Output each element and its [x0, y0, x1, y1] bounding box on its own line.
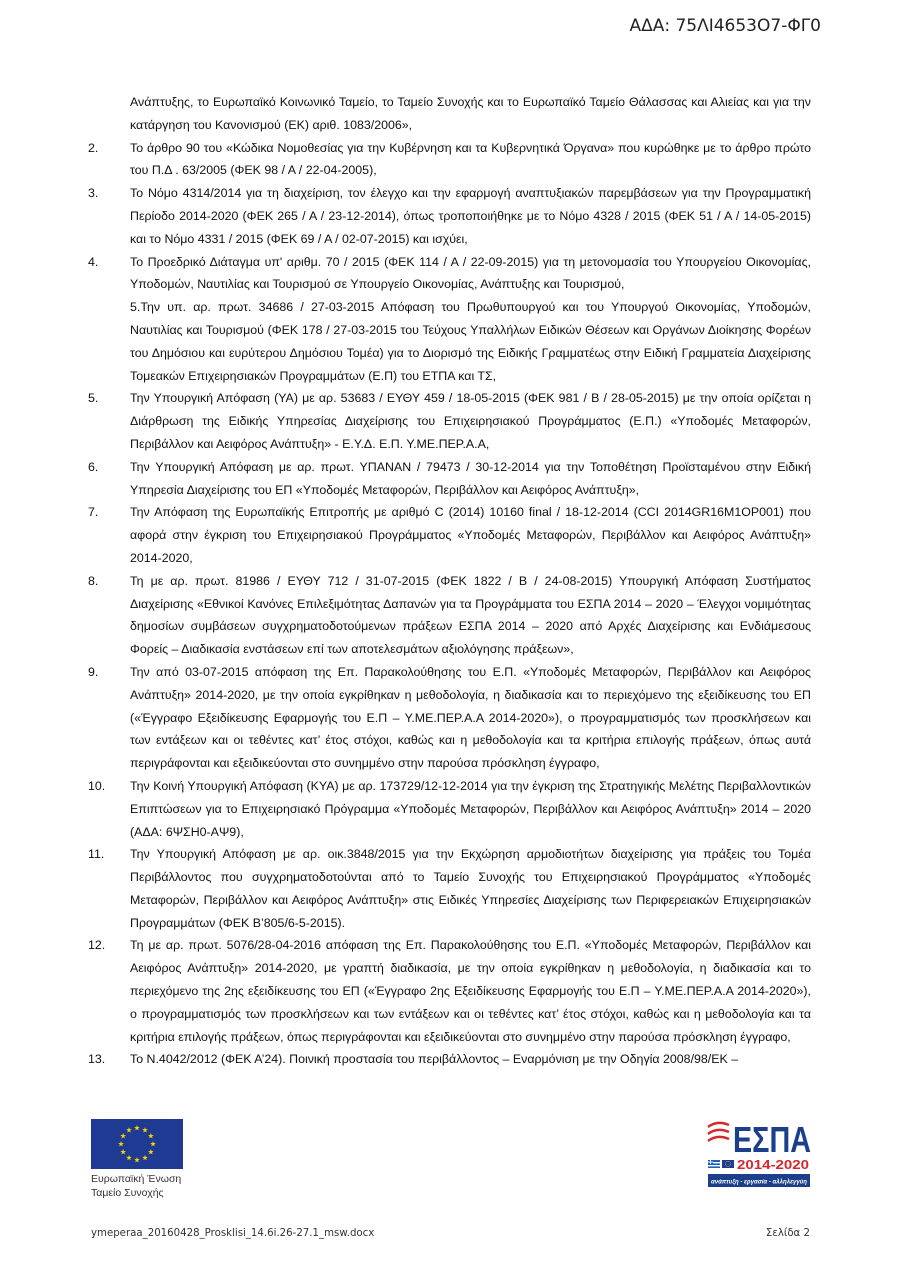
list-item-number: 5.	[88, 391, 99, 406]
list-item-number: 7.	[88, 505, 99, 520]
espa-swoosh-icon	[708, 1123, 729, 1141]
list-item	[88, 387, 811, 455]
list-item-number: 3.	[88, 186, 99, 201]
ada-code: ΑΔΑ: 75ΛΙ4653Ο7-ΦΓ0	[629, 16, 821, 36]
list-item-text: Το Νόμο 4314/2014 για τη διαχείριση, τον έλεγχο και την εφαρμογή αναπτυξιακών παρεμβάσεων για την Προγραμματική Περίοδο 2014-2020 (ΦΕΚ 265 / Α / 23-12-2014), όπως τροποποιήθηκε με το Νόμο 4328 / 2015 (ΦΕΚ 51 / Α / 14-05-2015) και το Νόμο 4331 / 2015 (ΦΕΚ 69 / Α / 02-07-2015) και ισχύει,	[130, 186, 811, 246]
eu-caption-line-1: Ευρωπαϊκή Ένωση	[91, 1173, 182, 1185]
list-item	[88, 1048, 811, 1071]
list-item	[88, 570, 811, 661]
espa-title: ΕΣΠΑ	[733, 1119, 811, 1160]
eu-caption-line-2: Ταμείο Συνοχής	[91, 1187, 164, 1199]
intro-text: Ανάπτυξης, το Ευρωπαϊκό Κοινωνικό Ταμείο, το Ταμείο Συνοχής και το Ευρωπαϊκό Ταμείο Θάλασσας και Αλιείας και για την κατάργηση του Κανονισμού (ΕΚ) αριθ. 1083/2006»,	[130, 95, 811, 132]
footer-filename: ymeperaa_20160428_Prosklisi_14.6i.26-27.1_msw.docx	[91, 1228, 375, 1239]
eu-small-flag-icon	[722, 1160, 734, 1168]
list-item-continuation	[88, 296, 811, 387]
list-item-text: Το Προεδρικό Διάταγμα υπ' αριθμ. 70 / 2015 (ΦΕΚ 114 / Α / 22-09-2015) για τη μετονομασία του Υπουργείου Οικονομίας, Υποδομών, Ναυτιλίας και Τουρισμού σε Υπουργείο Οικονομίας, Ανάπτυξης και Τουρισμού,	[130, 254, 811, 292]
list-item-number: 2.	[88, 140, 99, 155]
list-item-number: 4.	[88, 254, 99, 269]
espa-logo	[705, 1118, 819, 1190]
list-item	[88, 182, 811, 250]
list-item-text: Την Υπουργική Απόφαση με αρ. οικ.3848/2015 για την Εκχώρηση αρμοδιοτήτων διαχείρισης για πράξεις του Τομέα Περιβάλλοντος που συγχρηματοδοτούνται από το Ταμείο Συνοχής του Επιχειρησιακού Προγράμματος «Υποδομές Μεταφορών, Περιβάλλον και Αειφόρος Ανάπτυξη» στις Ειδικές Υπηρεσίες Διαχείρισης των Περιφερειακών Επιχειρησιακών Προγραμμάτων (ΦΕΚ Β’805/6-5-2015).	[130, 847, 811, 930]
footer-page-number: Σελίδα 2	[765, 1228, 810, 1239]
numbered-list	[88, 137, 811, 1072]
list-item-number: 13.	[88, 1052, 106, 1067]
list-item	[88, 934, 811, 1048]
list-item-number: 8.	[88, 573, 99, 588]
espa-years: 2014-2020	[737, 1157, 809, 1172]
intro-paragraph	[88, 91, 811, 137]
espa-slogan: ανάπτυξη - εργασία - αλληλεγγύη	[711, 1178, 819, 1186]
list-item-text: Την Κοινή Υπουργική Απόφαση (ΚΥΑ) με αρ. 173729/12-12-2014 για την έγκριση της Στρατηγικής Μελέτης Περιβαλλοντικών Επιπτώσεων για το Επιχειρησιακό Πρόγραμμα «Υποδομές Μεταφορών, Περιβάλλον και Αειφόρος Ανάπτυξη» 2014 – 2020 (ΑΔΑ: 6ΨΣΗ0-ΑΨ9),	[130, 778, 811, 839]
list-item-text: Το Ν.4042/2012 (ΦΕΚ Α’24). Ποινική προστασία του περιβάλλοντος – Εναρμόνιση με την Οδηγία 2008/98/ΕΚ –	[130, 1052, 739, 1067]
list-item	[88, 843, 811, 934]
list-item-number: 11.	[88, 847, 105, 862]
list-item	[88, 775, 811, 843]
list-item-number: 12.	[88, 938, 106, 953]
greek-flag-icon	[708, 1160, 720, 1168]
eu-caption	[91, 1172, 181, 1200]
list-item-text: Την Απόφαση της Ευρωπαϊκής Επιτροπής με αριθμό C (2014) 10160 final / 18-12-2014 (CCI 2014GR16M1OP001) που αφορά στην έγκριση του Επιχειρησιακού Προγράμματος «Υποδομές Μεταφορών, Περιβάλλον και Αειφόρος Ανάπτυξη» 2014-2020,	[130, 505, 811, 565]
list-item-text: Το άρθρο 90 του «Κώδικα Νομοθεσίας για την Κυβέρνηση και τα Κυβερνητικά Όργανα» που κυρώθηκε με το άρθρο πρώτο του Π.Δ . 63/2005 (ΦΕΚ 98 / Α / 22-04-2005),	[130, 140, 811, 178]
list-item	[88, 251, 811, 297]
list-item-text: Τη με αρ. πρωτ. 5076/28-04-2016 απόφαση της Επ. Παρακολούθησης του Ε.Π. «Υποδομές Μεταφορών, Περιβάλλον και Αειφόρος Ανάπτυξη» 2014-2020, με γραπτή διαδικασία, με την οποία εγκρίθηκαν η μεθοδολογία, η διαδικασία και το περιεχόμενο της 2ης εξειδίκευσης του ΕΠ («Έγγραφο 2ης Εξειδίκευσης Εφαρμογής του Ε.Π – Υ.ΜΕ.ΠΕΡ.Α.Α 2014-2020»), ο προγραμματισμός των προσκλήσεων και των εντάξεων και οι τεθέντες κατ’ έτος στόχοι, καθώς και η μεθοδολογία και τα κριτήρια επιλογής πράξεων, όπως περιγράφονται και εξειδικεύονται στο συνημμένο στην παρούσα πρόσκληση έγγραφο,	[130, 938, 811, 1044]
list-item	[88, 501, 811, 569]
list-item-text: Τη με αρ. πρωτ. 81986 / ΕΥΘΥ 712 / 31-07-2015 (ΦΕΚ 1822 / Β / 24-08-2015) Υπουργική Απόφαση Συστήματος Διαχείρισης «Εθνικοί Κανόνες Επιλεξιμότητας Δαπανών για τα Προγράμματα του ΕΣΠΑ 2014 – 2020 – Έλεγχοι νομιμότητας δημοσίων συμβάσεων συγχρηματοδοτούμενων πράξεων ΕΣΠΑ 2014 – 2020 από Αρχές Διαχείρισης και Ενδιάμεσους Φορείς – Διαδικασία ενστάσεων επί των αποτελεσμάτων αξιολόγησης πράξεων»,	[130, 573, 811, 657]
list-item-number: 6.	[88, 459, 99, 474]
eu-flag-icon	[91, 1119, 183, 1169]
list-item	[88, 137, 811, 183]
list-item	[88, 661, 811, 775]
list-item-text: Την Υπουργική Απόφαση (ΥΑ) με αρ. 53683 / ΕΥΘΥ 459 / 18-05-2015 (ΦΕΚ 981 / Β / 28-05-2015) με την οποία ορίζεται η Διάρθρωση της Ειδικής Υπηρεσίας Διαχείρισης του Επιχειρησιακού Προγράμματος (Ε.Π.) «Υποδομές Μεταφορών, Περιβάλλον και Αειφόρος Ανάπτυξη» - Ε.Υ.Δ. Ε.Π. Υ.ΜΕ.ΠΕΡ.Α.Α,	[130, 391, 811, 451]
list-item-text: Την Υπουργική Απόφαση με αρ. πρωτ. ΥΠΑΝΑΝ / 79473 / 30-12-2014 για την Τοποθέτηση Προϊσταμένου στην Ειδική Υπηρεσία Διαχείρισης του ΕΠ «Υποδομές Μεταφορών, Περιβάλλον και Αειφόρος Ανάπτυξη»,	[130, 459, 811, 497]
list-item-number: 10.	[88, 778, 106, 793]
document-body	[88, 91, 811, 1071]
list-item-extra-text: 5.Την υπ. αρ. πρωτ. 34686 / 27-03-2015 Απόφαση του Πρωθυπουργού και του Υπουργού Οικονομίας, Υποδομών, Ναυτιλίας και Τουρισμού (ΦΕΚ 178 / 27-03-2015 του Τεύχους Υπαλλήλων Ειδικών Θέσεων και Οργάνων Διοίκησης Φορέων του Δημόσιου και ευρύτερου Δημόσιου Τομέα) για το Διορισμό της Ειδικής Γραμματέως στην Ειδική Γραμματεία Διαχείρισης Τομεακών Επιχειρησιακών Προγραμμάτων (Ε.Π) του ΕΤΠΑ και ΤΣ,	[130, 300, 811, 383]
list-item-text: Την από 03-07-2015 απόφαση της Επ. Παρακολούθησης του Ε.Π. «Υποδομές Μεταφορών, Περιβάλλον και Αειφόρος Ανάπτυξη» 2014-2020, με την οποία εγκρίθηκαν η μεθοδολογία, η διαδικασία και το περιεχόμενο της εξειδίκευσης του ΕΠ («Έγγραφο Εξειδίκευσης Εφαρμογής του Ε.Π – Υ.ΜΕ.ΠΕΡ.Α.Α 2014-2020»), ο προγραμματισμός των προσκλήσεων και των εντάξεων και οι τεθέντες κατ’ έτος στόχοι, καθώς και η μεθοδολογία και τα κριτήρια επιλογής πράξεων, όπως αυτά περιγράφονται και εξειδικεύονται στο συνημμένο στην παρούσα πρόσκληση έγγραφο,	[130, 664, 811, 771]
list-item	[88, 456, 811, 502]
list-item-number: 9.	[88, 664, 99, 679]
